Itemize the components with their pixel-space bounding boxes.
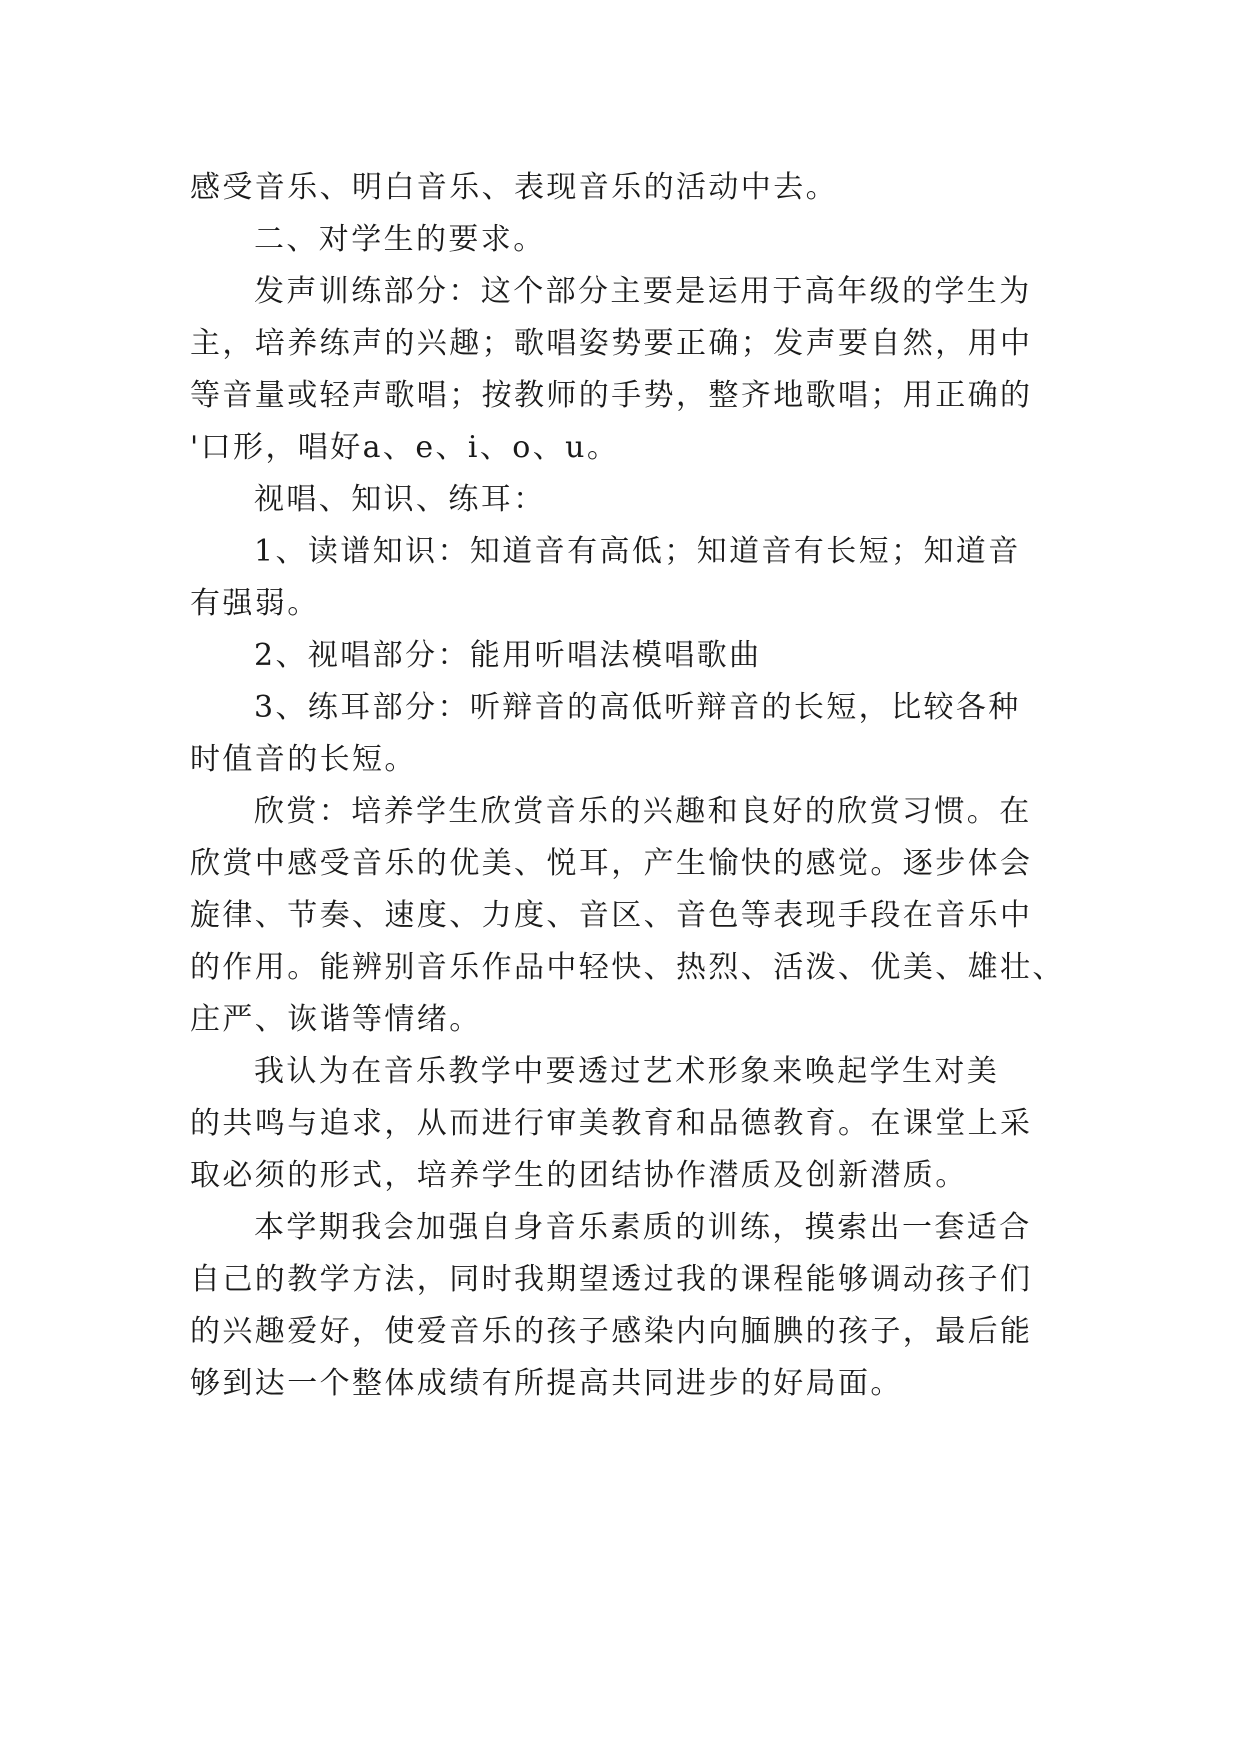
text-line: 等音量或轻声歌唱；按教师的手势，整齐地歌唱；用正确的 bbox=[190, 378, 1033, 413]
text-line: 欣赏中感受音乐的优美、悦耳，产生愉快的感觉。逐步体会 bbox=[190, 846, 1033, 881]
text-line: 1、读谱知识：知道音有高低；知道音有长短；知道音 bbox=[254, 534, 1021, 569]
text-line: 我认为在音乐教学中要透过艺术形象来唤起学生对美 bbox=[254, 1054, 1000, 1089]
text-line: 时值音的长短。 bbox=[190, 742, 417, 777]
text-line: 主，培养练声的兴趣；歌唱姿势要正确；发声要自然，用中 bbox=[190, 326, 1033, 361]
text-line: 欣赏：培养学生欣赏音乐的兴趣和良好的欣赏习惯。在 bbox=[254, 794, 1032, 829]
text-line: 发声训练部分：这个部分主要是运用于高年级的学生为 bbox=[254, 274, 1032, 309]
text-line: 3、练耳部分：听辩音的高低听辩音的长短，比较各种 bbox=[254, 690, 1021, 725]
text-line: 本学期我会加强自身音乐素质的训练，摸索出一套适合 bbox=[254, 1210, 1032, 1245]
section-heading: 二、对学生的要求。 bbox=[254, 222, 546, 257]
text-line: 2、视唱部分：能用听唱法模唱歌曲 bbox=[254, 638, 762, 673]
text-line: 视唱、知识、练耳： bbox=[254, 482, 546, 517]
text-line: 的作用。能辨别音乐作品中轻快、热烈、活泼、优美、雄壮、 bbox=[190, 950, 1065, 985]
text-line: 庄严、诙谐等情绪。 bbox=[190, 1002, 482, 1037]
text-line: 取必须的形式，培养学生的团结协作潜质及创新潜质。 bbox=[190, 1158, 968, 1193]
text-line: 的兴趣爱好，使爱音乐的孩子感染内向腼腆的孩子，最后能 bbox=[190, 1314, 1033, 1349]
text-line: 够到达一个整体成绩有所提高共同进步的好局面。 bbox=[190, 1366, 903, 1401]
text-line: 旋律、节奏、速度、力度、音区、音色等表现手段在音乐中 bbox=[190, 898, 1033, 933]
text-line: 的共鸣与追求，从而进行审美教育和品德教育。在课堂上采 bbox=[190, 1106, 1033, 1141]
text-line: 感受音乐、明白音乐、表现音乐的活动中去。 bbox=[190, 170, 838, 205]
text-line: '口形，唱好a、e、i、o、u。 bbox=[190, 430, 620, 465]
text-line: 有强弱。 bbox=[190, 586, 320, 621]
text-line: 自己的教学方法，同时我期望透过我的课程能够调动孩子们 bbox=[190, 1262, 1033, 1297]
